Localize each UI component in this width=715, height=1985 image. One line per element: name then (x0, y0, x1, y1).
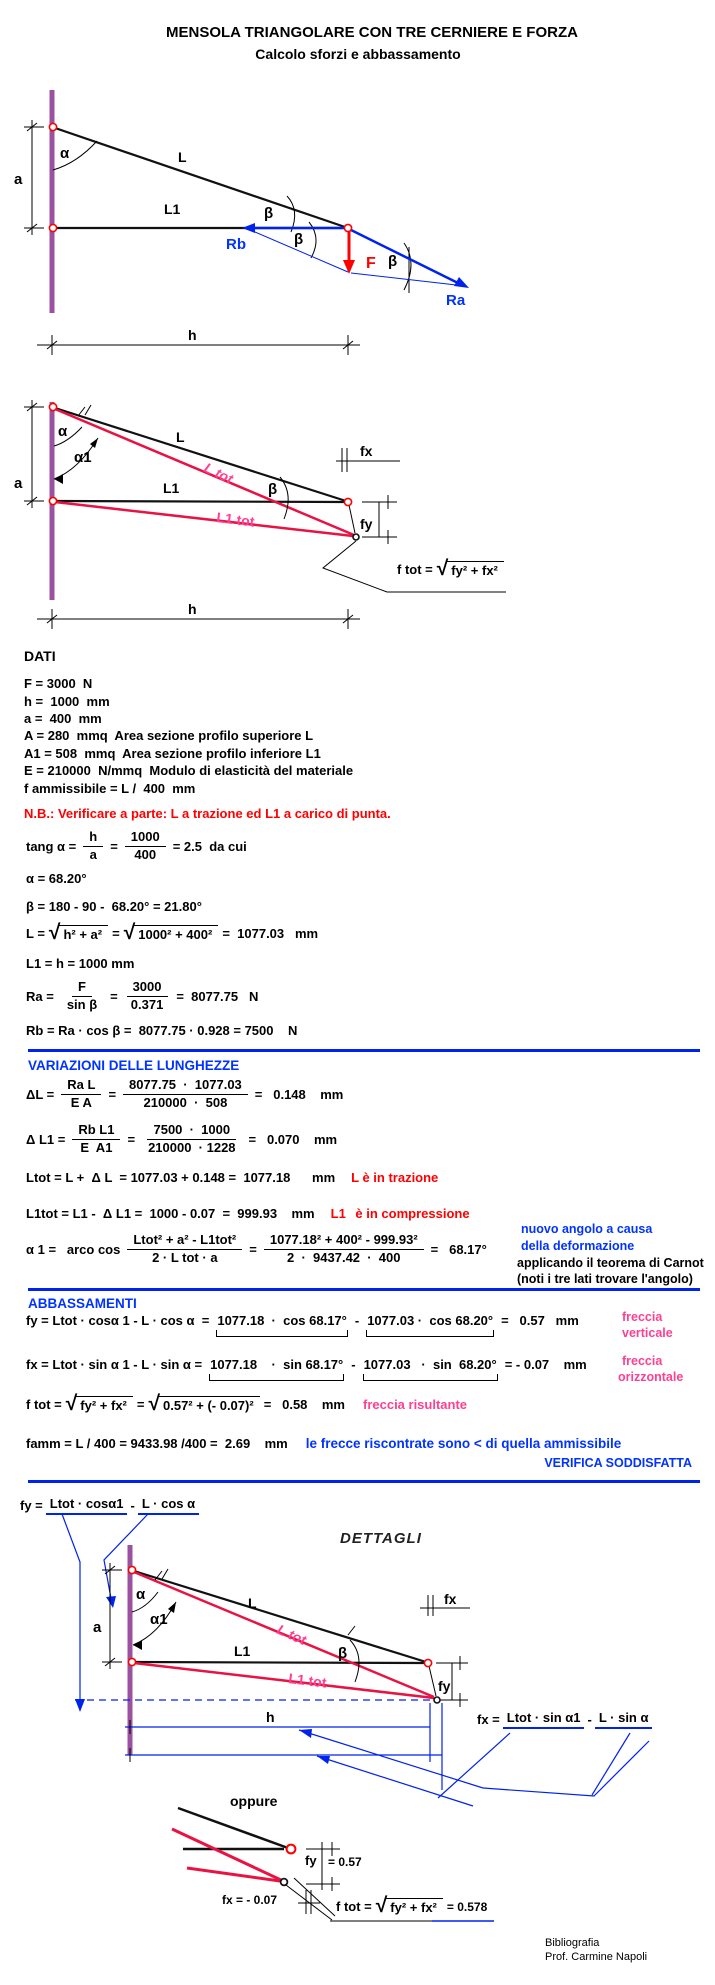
dL-lhs: ΔL = (26, 1086, 55, 1102)
L1tot-text: L1tot = L1 - Δ L1 = 1000 - 0.07 = 999.93 mm (26, 1206, 315, 1221)
det-fx-term1: Ltot · sin α1 (503, 1710, 585, 1729)
angle-beta3-label: β (388, 253, 398, 270)
tang-frac2: $\frac{1000}{400}$ (125, 830, 166, 863)
dettagli-title: DETTAGLI (340, 1530, 422, 1547)
radical-icon: √ fy² + fx² (66, 1396, 133, 1413)
Ra-frac1: $\frac{F}{\text{sin β}}$ (66, 979, 98, 1012)
nb-warning: N.B.: Verificare a parte: L a trazione ed L1 a carico di punta. (24, 806, 391, 821)
a-dimension (24, 400, 44, 508)
dim-h-label: h (188, 601, 197, 617)
radical-icon: √ h² + a² (49, 925, 108, 942)
web-arrowhead2 (317, 1756, 330, 1764)
radical-icon: √ fy² + fx² (437, 561, 504, 578)
dati-line-A: A = 280 mmq Area sezione profilo superiore L (24, 728, 314, 743)
formula-L1tot (26, 1206, 470, 1221)
dati-line-famm: f ammissibile = L / 400 mm (24, 781, 196, 796)
fy-leader-arrowhead2 (106, 1596, 116, 1608)
L1tot-note2: è in compressione (351, 1206, 470, 1221)
fy-group2: 1077.03 · cos 68.20° (367, 1313, 494, 1328)
formula-Ltot (26, 1170, 438, 1185)
Ra-frac2: $\frac{3000}{0.371}$ (125, 980, 170, 1013)
dim-fx-label: fx (360, 443, 373, 459)
dim-a-label: a (93, 1619, 102, 1636)
note-freccia-verticale-2: verticale (622, 1326, 673, 1340)
fy-group1: 1077.18 · cos 68.17° (217, 1313, 347, 1328)
formula-Ra (26, 980, 258, 1013)
formula-ftot (26, 1396, 467, 1413)
angle-alpha-label: α (136, 1586, 146, 1603)
fx-rhs: = - 0.07 mm (504, 1357, 587, 1372)
formula-Rb: Rb = Ra · cos β = 8077.75 · 0.928 = 7500 N (26, 1023, 298, 1038)
opp-ftot-lhs: f tot = (336, 1899, 372, 1914)
fy-lhs: fy = Ltot · cosα 1 - L · cos α = (26, 1313, 210, 1328)
Ra-eq: = (110, 988, 118, 1004)
opp-ftot-rhs: = 0.578 (446, 1899, 488, 1914)
alpha1-arrowhead (168, 1602, 176, 1613)
note-freccia-risultante: freccia risultante (362, 1397, 468, 1412)
alpha1-arrowhead (90, 438, 98, 448)
member-L1-label: L1 (163, 480, 180, 496)
angle-beta-label: β (338, 1645, 348, 1662)
member-L-label: L (176, 429, 185, 445)
Ra-rhs: = 8077.75 N (176, 988, 259, 1004)
L-rhs: = 1077.03 mm (222, 926, 319, 941)
formula-alpha: α = 68.20° (26, 871, 87, 886)
dim-a-label: a (14, 171, 23, 188)
dL1-lhs: Δ L1 = (26, 1131, 66, 1147)
note-carnot-2: (noti i tre lati trovare l'angolo) (517, 1272, 693, 1286)
fx-group1: 1077.18 · sin 68.17° (210, 1357, 344, 1372)
dati-line-F: F = 3000 N (24, 676, 93, 691)
dim-fy-label: fy (360, 516, 373, 532)
formula-tang (26, 830, 247, 863)
h-dimension (37, 335, 360, 355)
dati-line-E: E = 210000 N/mmq Modulo di elasticità del materiale (24, 763, 354, 778)
alpha1-rhs: = 68.17° (430, 1241, 487, 1257)
section-variazioni: VARIAZIONI DELLE LUNGHEZZE (28, 1058, 240, 1073)
note-freccia-orizzontale-1: freccia (622, 1354, 663, 1368)
member-L-label: L (178, 149, 187, 165)
fx-group2: 1077.03 · sin 68.20° (363, 1357, 497, 1372)
dati-line-a: a = 400 mm (24, 711, 102, 726)
force-f-label: F (366, 255, 376, 272)
dati-heading: DATI (24, 648, 56, 664)
note-frecce-ammissibile: le frecce riscontrate sono < di quella ammissibile (305, 1436, 622, 1451)
formula-dL (26, 1078, 343, 1111)
dL-rhs: = 0.148 mm (254, 1086, 344, 1102)
member-L1-label: L1 (234, 1643, 251, 1659)
dim-h-label: h (188, 327, 197, 343)
angle-beta2-label: β (294, 231, 304, 248)
force-parallelogram (248, 229, 465, 286)
oppure-heading: oppure (230, 1793, 278, 1809)
angle-alpha-label: α (58, 423, 68, 440)
famm-text: famm = L / 400 = 9433.98 /400 = 2.69 mm (26, 1436, 288, 1451)
angle-alpha-label: α (60, 145, 70, 162)
det-fy-lhs: fy = (20, 1498, 43, 1513)
L-eq: = (112, 926, 120, 941)
formula-fy (26, 1313, 579, 1328)
alpha1-lhs: α 1 = arco cos (26, 1241, 121, 1257)
oppure-fy-label: fy (305, 1853, 317, 1868)
fx-lhs: fx = Ltot · sin α 1 - L · sin α = (26, 1357, 203, 1372)
radical-icon: √ 0.57² + (- 0.07)² (148, 1396, 259, 1413)
dati-line-h: h = 1000 mm (24, 694, 110, 709)
member-L1tot-label: L1 tot (287, 1670, 328, 1691)
section-abbassamenti: ABBASSAMENTI (28, 1296, 137, 1311)
det-fx-lhs: fx = (477, 1712, 500, 1727)
page-subtitle: Calcolo sforzi e abbassamento (255, 46, 461, 62)
oppure-hinges (281, 1845, 296, 1886)
angle-beta1-label: β (264, 205, 274, 222)
dL-eq: = (108, 1086, 117, 1102)
reaction-ra-label: Ra (446, 292, 466, 309)
dettagli-fx-formula (477, 1710, 655, 1729)
ftot-lhs: f tot = (26, 1397, 62, 1412)
dL-frac2: $\frac{8077.75 \cdot 1077.03}{210000 \cdot 508}$ (123, 1078, 248, 1111)
alpha1-arrowhead2 (133, 1640, 142, 1650)
note-carnot-1: applicando il teorema di Carnot (517, 1256, 704, 1270)
members (55, 128, 345, 228)
oppure-ftot-formula (336, 1898, 487, 1915)
ftot-eq: = (136, 1397, 145, 1412)
formula-L1: L1 = h = 1000 mm (26, 956, 135, 971)
dim-h-label: h (266, 1709, 275, 1725)
dim-fy-label: fy (438, 1678, 451, 1694)
bibliography (545, 1936, 647, 1964)
formula-fx (26, 1357, 587, 1372)
page-title: MENSOLA TRIANGOLARE CON TRE CERNIERE E FORZA (166, 24, 578, 41)
dL1-eq: = (127, 1131, 136, 1147)
fy-leader-arrowhead (75, 1699, 85, 1712)
force-f-arrow (343, 231, 355, 274)
radical-icon: √ 1000² + 400² (124, 925, 219, 942)
angle-beta-label: β (268, 481, 278, 498)
a-dimension (102, 1563, 122, 1669)
fy-minus: - (354, 1313, 360, 1328)
angle-alpha1-label: α1 (150, 1611, 168, 1628)
alpha1-frac1: $\frac{\text{Ltot² + a² - L1tot²}}{\text{2 · L tot · a}}$ (127, 1233, 242, 1266)
fx-minus: - (351, 1357, 356, 1372)
fy-rhs: = 0.57 mm (501, 1313, 579, 1328)
note-verifica: VERIFICA SODDISFATTA (544, 1456, 692, 1470)
det-fy-term1: Ltot · cosα1 (46, 1496, 128, 1515)
oppure-fy-value: = 0.57 (328, 1855, 362, 1869)
radical-icon: √ fy² + fx² (376, 1898, 443, 1915)
leader-web (299, 1730, 649, 1806)
note-nuovo-angolo-2: della deformazione (521, 1239, 635, 1253)
Ltot-note: L è in trazione (351, 1170, 439, 1185)
formula-alpha1 (26, 1233, 487, 1266)
formula-L (26, 925, 318, 942)
bibliography-line1: Bibliografia (545, 1937, 600, 1949)
oppure-fx-label: fx = - 0.07 (222, 1893, 278, 1907)
note-nuovo-angolo-1: nuovo angolo a causa (521, 1222, 653, 1236)
note-freccia-orizzontale-2: orizzontale (618, 1370, 684, 1384)
divider (28, 1480, 700, 1483)
member-L-label: L (248, 1595, 257, 1611)
det-fx-minus: - (587, 1712, 592, 1727)
member-L1-label: L1 (164, 201, 181, 217)
Ltot-text: Ltot = L + Δ L = 1077.03 + 0.148 = 1077.18 mm (26, 1170, 336, 1185)
dL1-frac1: $\frac{\text{Rb L1}}{\text{E A1}}$ (72, 1123, 120, 1156)
h-dimension (37, 609, 360, 629)
web-arrowhead1 (299, 1729, 312, 1738)
dim-a-label: a (14, 475, 23, 492)
a-dimension (24, 120, 44, 235)
tang-frac1: $\frac{h}{a}$ (83, 830, 103, 863)
member-Ltot-label: L tot (201, 459, 236, 487)
L1tot-note1: L1 (330, 1206, 346, 1221)
ftot-lhs: f tot = (397, 562, 433, 577)
diagram-forces (0, 80, 520, 370)
member-Ltot-label: L tot (274, 1621, 309, 1648)
dL1-frac2: $\frac{7500 \cdot 1000}{210000 \cdot 1228}$ (148, 1122, 236, 1155)
ftot-rhs: = 0.58 mm (263, 1397, 345, 1412)
oppure-members (172, 1808, 288, 1881)
divider (28, 1049, 700, 1052)
alpha1-frac2: $\frac{\text{1077.18² + 400² - 999.93²}}{2 \cdot 9437.42 \cdot 400}$ (264, 1233, 424, 1266)
dL-frac1: $\frac{\text{Ra L}}{\text{E A}}$ (61, 1078, 101, 1111)
formula-dL1 (26, 1123, 337, 1156)
alpha1-eq: = (249, 1241, 257, 1257)
Ra-lhs: Ra = (26, 988, 54, 1004)
divider (28, 1288, 700, 1291)
det-fy-minus: - (130, 1498, 135, 1513)
angle-alpha1-label: α1 (74, 449, 92, 466)
dim-fx-label: fx (444, 1591, 457, 1607)
note-freccia-verticale-1: freccia (622, 1310, 663, 1324)
det-fy-term2: L · cos α (138, 1496, 199, 1515)
formula-beta: β = 180 - 90 - 68.20° = 21.80° (26, 899, 202, 914)
L-lhs: L = (26, 926, 45, 941)
reaction-rb-label: Rb (226, 236, 246, 253)
tang-rhs: = 2.5 da cui (172, 838, 247, 854)
alpha1-arrowhead2 (54, 474, 63, 484)
formula-famm (26, 1436, 621, 1451)
ftot-diagram-formula (397, 561, 508, 578)
angle-arcs (53, 141, 411, 293)
bibliography-line2: Prof. Carmine Napoli (545, 1951, 648, 1963)
tang-lhs: tang α = (26, 838, 77, 854)
tang-eq: = (110, 838, 118, 854)
member-L1tot-label: L1 tot (215, 509, 256, 530)
det-fx-term2: L · sin α (595, 1710, 653, 1729)
dati-line-A1: A1 = 508 mmq Area sezione profilo inferiore L1 (24, 746, 321, 761)
dL1-rhs: = 0.070 mm (248, 1131, 338, 1147)
h-dimension-blue (125, 1703, 442, 1790)
diagram-deformation (0, 395, 560, 640)
